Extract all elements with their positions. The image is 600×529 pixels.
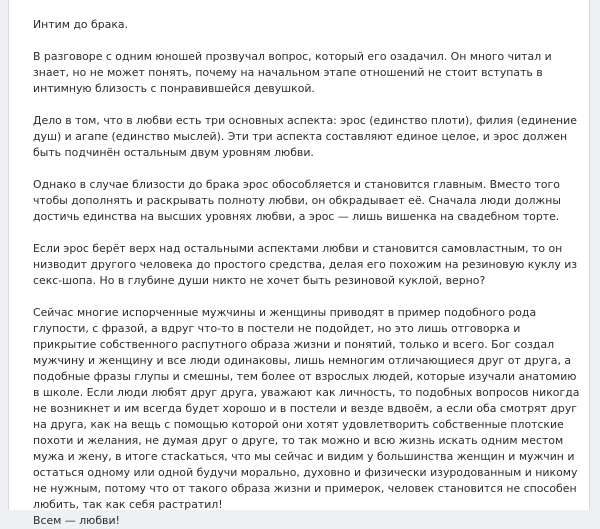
post-closing: Всем — любви! [33, 514, 120, 527]
post-body [33, 17, 583, 529]
post-paragraph-3: Однако в случае близости до брака эрос обособляется и становится главным. Вместо того чтобы дополнять и раскрывать полноту любви, он обкрадывает её. Сначала люди должны достичь единства на высших уровнях любви, а эрос — лишь вишенка на свадебном торте. [33, 178, 561, 223]
post-card [8, 0, 590, 527]
post-paragraph-1: В разговоре с одним юношей прозвучал вопрос, который его озадачил. Он много читал и знает, но не может понять, почему на начальном этапе отношений не стоит вступать в интимную близость с понравившейся девушкой. [33, 50, 552, 95]
post-title: Интим до брака. [33, 18, 129, 31]
post-paragraph-5: Сейчас многие испорченные мужчины и женщины приводят в пример подобного рода глупости, с фразой, а вдруг что-то в постели не подойдет, но это лишь отговорка и прикрытие собственного распутного образа жизни и понятий, только и всего. Бог создал мужчину и женщину и все люди одинаковы, лишь немногим отличающиеся друг от друга, а подобные фразы глупы и смешны, тем более от взрослых людей, которые изучали анатомию в школе. Если люди любят друг друга, уважают как личность, то подобных вопросов никогда не возникнет и им всегда будет хорошо и в постели и везде вдвоём, а если оба смотрят друг на друга, как на вещь с помощью которой они хотят удовлетворить собственные плотские похоти и желания, не думая друг о друге, то так можно и всю жизнь искать одним местом мужа и жену, в итоге стackаться, что мы сейчас и видим у большинства женщин и мужчин и остаться одному или одной будучи морально, духовно и физически изуродованным и никому не нужным, потому что от такого образа жизни и примерок, человек становится не способен любить, так как себя растратил! [33, 306, 580, 511]
post-paragraph-4: Если эрос берёт верх над остальными аспектами любви и становится самовластным, то он низводит другого человека до простого средства, делая его похожим на резиновую куклу из секс-шопа. Но в глубине души никто не хочет быть резиновой куклой, верно? [33, 242, 578, 287]
post-paragraph-2: Дело в том, что в любви есть три основных аспекта: эрос (единство плоти), филия (единение душ) и агапе (единство мыслей). Эти три аспекта составляют единое целое, и эрос должен быть подчинён остальным двум уровням любви. [33, 114, 577, 159]
